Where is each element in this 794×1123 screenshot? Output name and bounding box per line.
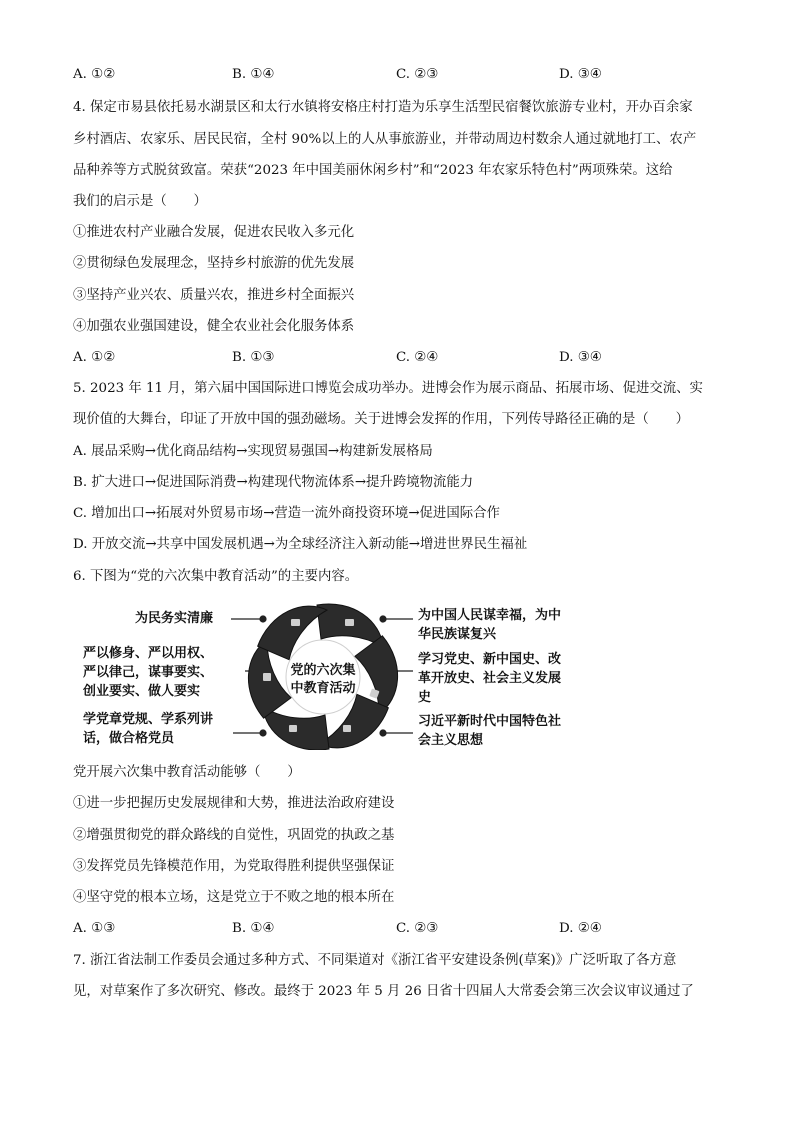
q4-stem-line-3: 品种养等方式脱贫致富。荣获“2023 年中国美丽休闲乡村”和“2023 年农家乐特色村”两项殊荣。这给 [73, 163, 673, 178]
q4-item-2: ②贯彻绿色发展理念，坚持乡村旅游的优先发展 [73, 256, 355, 271]
q6-intro: 6. 下图为“党的六次集中教育活动”的主要内容。 [73, 569, 359, 584]
q4-item-4: ④加强农业强国建设，健全农业社会化服务体系 [73, 319, 355, 334]
q3-option-a[interactable]: A. ①② [73, 67, 116, 82]
q5-stem-line-2: 现价值的大舞台，印证了开放中国的强劲磁场。关于进博会发挥的作用，下列传导路径正确的是（ ） [73, 412, 689, 427]
q3-option-c[interactable]: C. ②③ [396, 67, 439, 82]
q5-choice-b[interactable]: B. 扩大进口→促进国际消费→构建现代物流体系→提升跨境物流能力 [73, 475, 474, 490]
q5-stem-line-1: 5. 2023 年 11 月，第六届中国国际进口博览会成功举办。进博会作为展示商品、拓展市场、促进交流、实 [73, 381, 703, 396]
flag-icon [263, 673, 271, 681]
q4-stem-line-1: 4. 保定市易县依托易水湖景区和太行水镇将安格庄村打造为乐享生活型民宿餐饮旅游专业村，开办百余家 [73, 100, 693, 115]
label-right-2: 学习党史、新中国史、改 革开放史、社会主义发展 史 [418, 652, 562, 705]
q3-options [73, 65, 733, 85]
q4-stem-line-4: 我们的启示是（ ） [73, 194, 207, 209]
q5-choice-c[interactable]: C. 增加出口→拓展对外贸易市场→营造一流外商投资环境→促进国际合作 [73, 506, 500, 521]
q6-option-c[interactable]: C. ②③ [396, 921, 439, 936]
q6-option-b[interactable]: B. ①④ [232, 921, 275, 936]
book-icon [289, 725, 297, 732]
six-campaigns-diagram [73, 600, 593, 750]
label-left-2: 严以修身、严以用权、 严以律己，谋事要实、 创业要实、做人要实 [83, 646, 214, 699]
q4-option-c[interactable]: C. ②④ [396, 350, 439, 365]
q7-stem-line-2: 见，对草案作了多次研究、修改。最终于 2023 年 5 月 26 日省十四届人大常委会第三次会议审议通过了 [73, 984, 694, 999]
connector-dot-left-1 [260, 616, 266, 622]
q4-option-b[interactable]: B. ①③ [232, 350, 275, 365]
q5-choice-a[interactable]: A. 展品采购→优化商品结构→实现贸易强国→构建新发展格局 [73, 444, 433, 459]
q4-options [73, 348, 733, 368]
q4-item-1: ①推进农村产业融合发展，促进农民收入多元化 [73, 225, 355, 240]
label-right-1: 为中国人民谋幸福，为中 华民族谋复兴 [418, 608, 562, 642]
label-left-1: 为民务实清廉 [135, 611, 214, 626]
q6-item-2: ②增强贯彻党的群众路线的自觉性，巩固党的执政之基 [73, 828, 395, 843]
q6-item-4: ④坚守党的根本立场，这是党立于不败之地的根本所在 [73, 890, 395, 905]
connector-dot-right-1 [380, 616, 386, 622]
q3-option-b[interactable]: B. ①④ [232, 67, 275, 82]
pinwheel [230, 600, 416, 750]
center-label-2: 中教育活动 [290, 681, 356, 696]
center-label-1: 党的六次集 [290, 663, 356, 678]
q3-option-d[interactable]: D. ③④ [559, 67, 602, 82]
q4-stem-line-2: 乡村酒店、农家乐、居民民宿，全村 90%以上的人从事旅游业，并带动周边村数余人通过就地打工、农产 [73, 132, 697, 147]
q4-item-3: ③坚持产业兴农、质量兴农，推进乡村全面振兴 [73, 288, 355, 303]
q6-item-3: ③发挥党员先锋模范作用，为党取得胜利提供坚强保证 [73, 859, 395, 874]
q6-item-1: ①进一步把握历史发展规律和大势，推进法治政府建设 [73, 796, 395, 811]
connector-dot-right-3 [380, 730, 386, 736]
q6-stem: 党开展六次集中教育活动能够（ ） [73, 765, 301, 780]
q6-option-d[interactable]: D. ②④ [559, 921, 602, 936]
q6-option-a[interactable]: A. ①③ [73, 921, 116, 936]
q4-option-a[interactable]: A. ①② [73, 350, 116, 365]
q5-choice-d[interactable]: D. 开放交流→共享中国发展机遇→为全球经济注入新动能→增进世界民生福祉 [73, 537, 528, 552]
chart-icon [343, 725, 351, 732]
label-left-3: 学党章党规、学系列讲 话，做合格党员 [83, 712, 214, 746]
q6-options [73, 919, 733, 939]
q4-option-d[interactable]: D. ③④ [559, 350, 602, 365]
q7-stem-line-1: 7. 浙江省法制工作委员会通过多种方式、不同渠道对《浙江省平安建设条例(草案)》广泛听取了各方意 [73, 953, 677, 968]
label-right-3: 习近平新时代中国特色社 会主义思想 [418, 714, 562, 748]
document-icon [291, 619, 300, 626]
connector-dot-left-3 [260, 730, 266, 736]
people-icon [345, 619, 354, 626]
